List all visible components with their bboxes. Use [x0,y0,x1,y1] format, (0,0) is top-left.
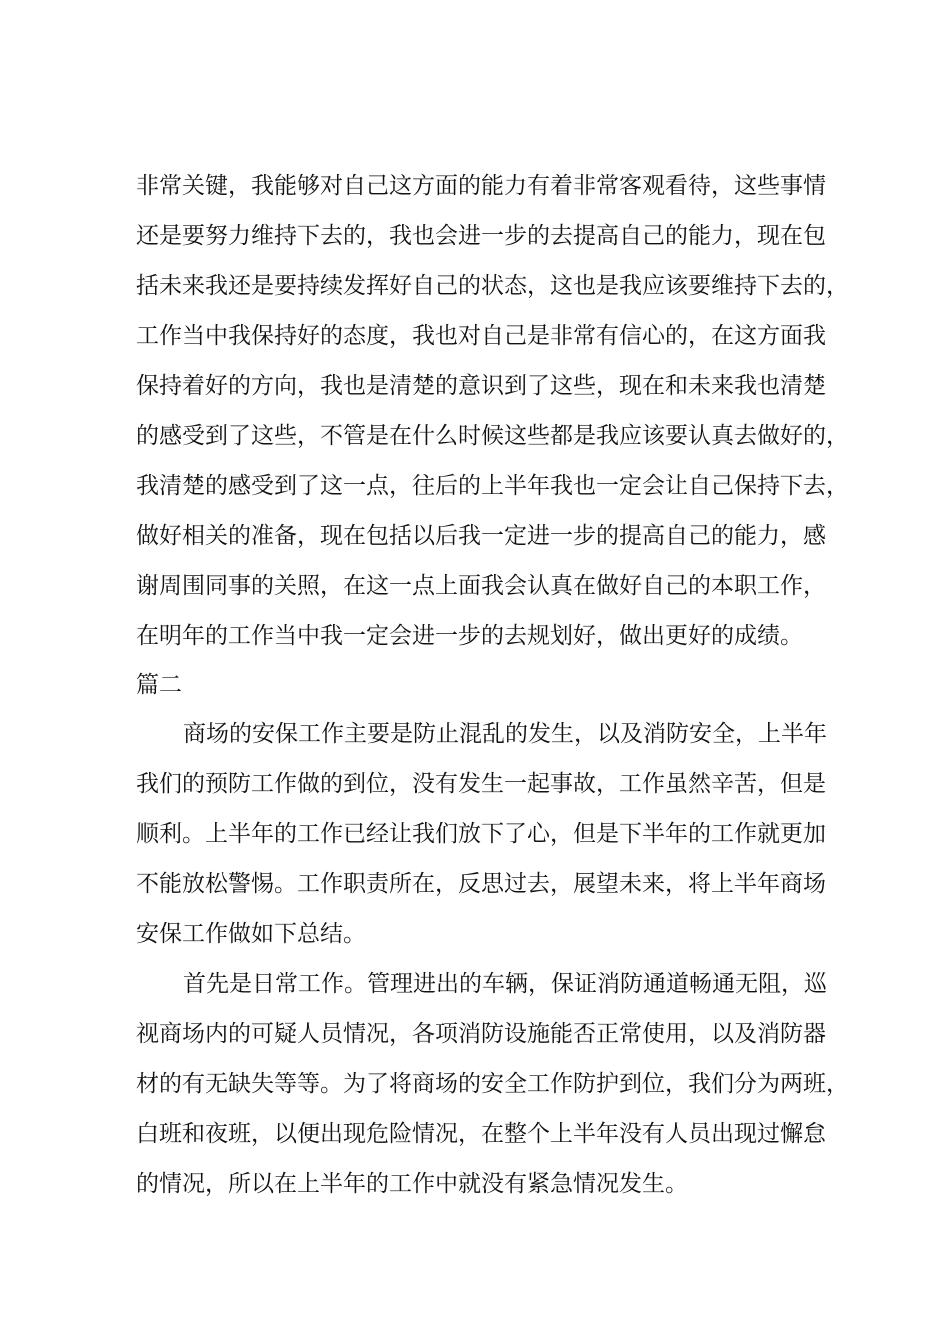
text-line: 非常关键，我能够对自己这方面的能力有着非常客观看待，这些事情 [136,173,826,199]
text-line: 我清楚的感受到了这一点，往后的上半年我也一定会让自己保持下去， [136,473,849,499]
text-line: 的情况，所以在上半年的工作中就没有紧急情况发生。 [136,1171,688,1197]
section-heading: 篇二 [136,672,182,698]
text-line: 在明年的工作当中我一定会进一步的去规划好，做出更好的成绩。 [136,623,803,649]
text-line: 工作当中我保持好的态度，我也对自己是非常有信心的，在这方面我 [136,323,826,349]
text-line: 谢周围同事的关照，在这一点上面我会认真在做好自己的本职工作， [136,573,826,599]
text-line: 保持着好的方向，我也是清楚的意识到了这些，现在和未来我也清楚 [136,373,826,399]
text-line: 材的有无缺失等等。为了将商场的安全工作防护到位，我们分为两班， [136,1071,849,1097]
text-line: 不能放松警惕。工作职责所在，反思过去，展望未来，将上半年商场 [136,871,826,897]
paragraph-start-line: 商场的安保工作主要是防止混乱的发生，以及消防安全，上半年 [183,721,827,747]
text-line: 顺利。上半年的工作已经让我们放下了心，但是下半年的工作就更加 [136,821,826,847]
paragraph-start-line: 首先是日常工作。管理进出的车辆，保证消防通道畅通无阻，巡 [183,971,827,997]
text-line: 安保工作做如下总结。 [136,921,366,947]
text-line: 视商场内的可疑人员情况，各项消防设施能否正常使用，以及消防器 [136,1021,826,1047]
text-line: 括未来我还是要持续发挥好自己的状态，这也是我应该要维持下去的， [136,273,849,299]
text-line: 我们的预防工作做的到位，没有发生一起事故，工作虽然辛苦，但是 [136,771,826,797]
text-line: 的感受到了这些，不管是在什么时候这些都是我应该要认真去做好的， [136,423,849,449]
text-line: 白班和夜班，以便出现危险情况，在整个上半年没有人员出现过懈怠 [136,1121,826,1147]
text-line: 还是要努力维持下去的，我也会进一步的去提高自己的能力，现在包 [136,223,826,249]
text-line: 做好相关的准备，现在包括以后我一定进一步的提高自己的能力，感 [136,523,826,549]
